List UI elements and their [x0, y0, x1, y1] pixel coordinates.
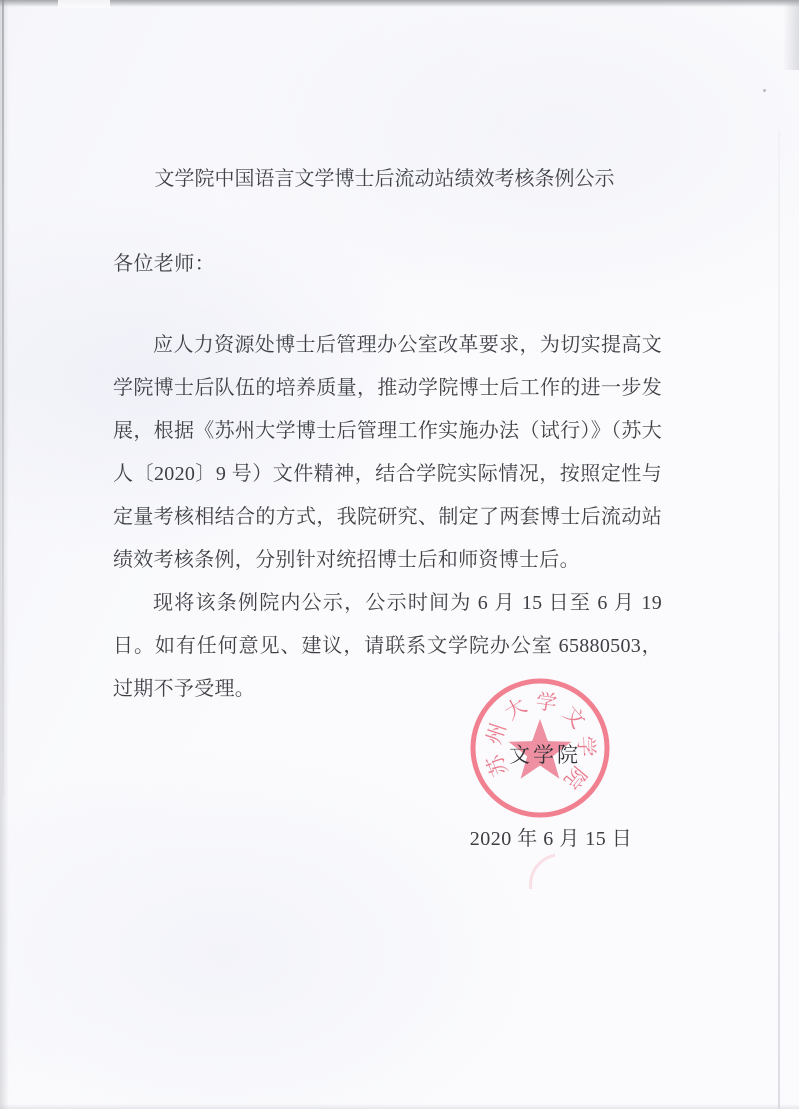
seal-arc-char: 院: [559, 761, 592, 794]
signature-date: 2020 年 6 月 15 日: [469, 828, 633, 850]
seal-arc-char: 苏: [482, 751, 513, 780]
salutation: 各位老师：: [113, 253, 215, 275]
body-paragraph-2: 现将该条例院内公示，公示时间为 6 月 15 日至 6 月 19 日。如有任何意见、建议，请联系文学院办公室 65880503，过期不予受理。: [113, 592, 662, 700]
document-title: 文学院中国语言文学博士后流动站绩效考核条例公示: [154, 168, 615, 190]
seal-arc-char: 大: [500, 693, 531, 725]
scan-edge-top-notch: [58, 0, 110, 8]
document-body: [113, 324, 662, 711]
seal-arc-char: 文: [558, 701, 591, 734]
scan-edge-right-line: [778, 130, 780, 1109]
scan-edge-right-corner: [783, 0, 799, 70]
scan-edge-top: [0, 0, 799, 7]
scan-edge-bottom: [0, 1104, 799, 1109]
seal-arc-char: 学: [573, 735, 599, 758]
seal-arc-char: 学: [534, 689, 559, 716]
seal-arc-char: 州: [481, 720, 511, 748]
body-paragraph-1: 应人力资源处博士后管理办公室改革要求，为切实提高文学院博士后队伍的培养质量，推动学院博士后工作的进一步发展，根据《苏州大学博士后管理工作实施办法（试行）》（苏大人〔2020〕9 号）文件精神，结合学院实际情况，按照定性与定量考核相结合的方式，我院研究、制定了两套博士后流动站绩效考核条例，分别针对统招博士后和师资博士后。: [113, 334, 662, 571]
signature-name: 文学院: [509, 743, 581, 767]
dust-speck: [763, 89, 766, 92]
scan-edge-left-line: [2, 0, 4, 798]
seal-ghost-mark: [529, 853, 555, 889]
